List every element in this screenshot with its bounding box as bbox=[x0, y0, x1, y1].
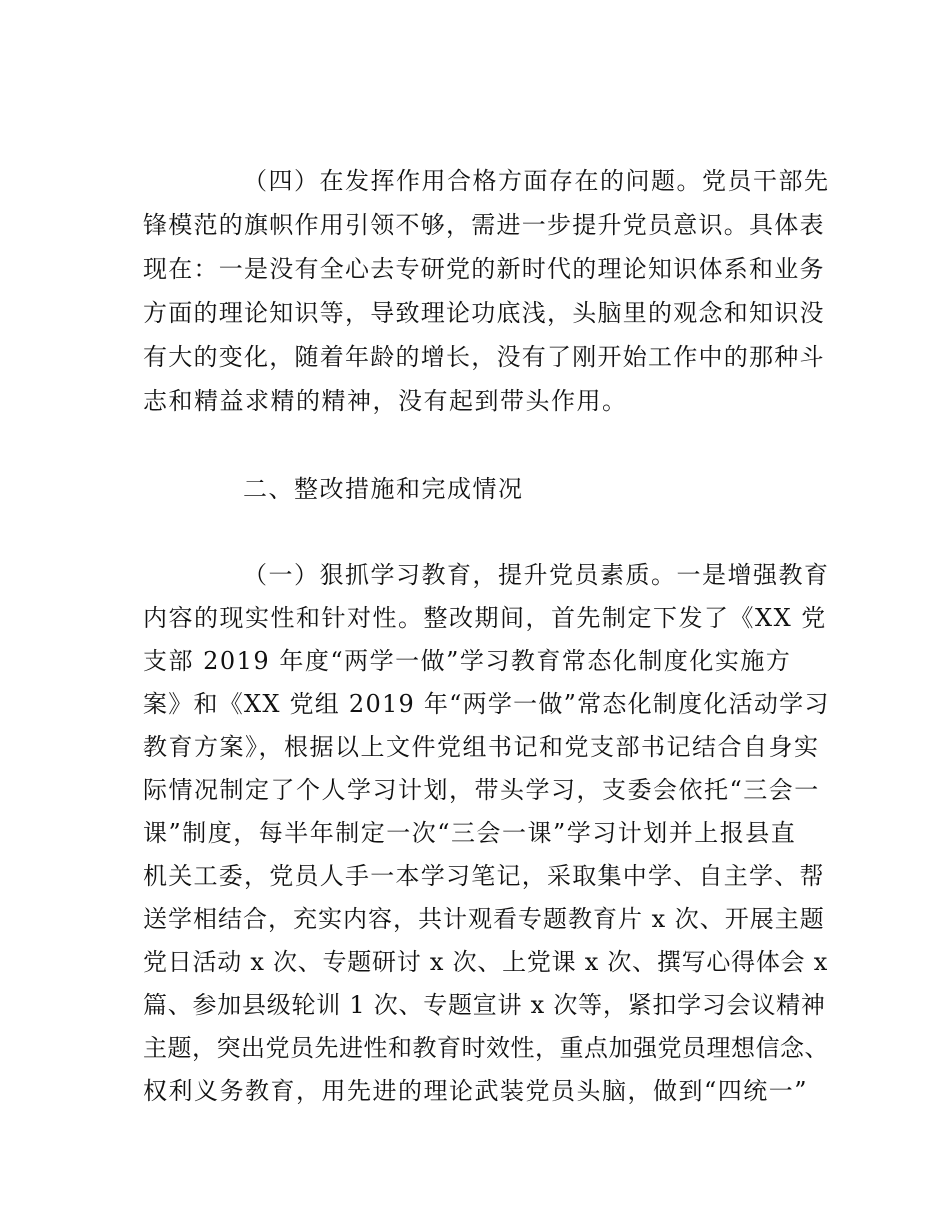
section-one-line-7: 课”制度，每半年制定一次“三会一课”学习计划并上报县直 bbox=[143, 819, 797, 847]
section-one-line-1: （一）狠抓学习教育，提升党员素质。一是增强教育 bbox=[243, 561, 830, 589]
section-one-line-8: 机关工委，党员人手一本学习笔记，采取集中学、自主学、帮 bbox=[143, 862, 825, 890]
section-one-line-3: 支部 2019 年度“两学一做”学习教育常态化制度化实施方 bbox=[143, 647, 792, 675]
section-four-line-2: 锋模范的旗帜作用引领不够，需进一步提升党员意识。具体表 bbox=[143, 211, 825, 239]
section-one-line-10: 党日活动 x 次、专题研讨 x 次、上党课 x 次、撰写心得体会 x bbox=[143, 948, 829, 976]
section-four-line-6: 志和精益求精的精神，没有起到带头作用。 bbox=[143, 387, 628, 415]
section-one-line-13: 权利义务教育，用先进的理论武装党员头脑，做到“四统一” bbox=[143, 1077, 809, 1105]
section-one-line-5: 教育方案》，根据以上文件党组书记和党支部书记结合自身实 bbox=[143, 733, 820, 761]
section-one-line-2: 内容的现实性和针对性。整改期间，首先制定下发了《XX 党 bbox=[143, 604, 827, 632]
section-four-line-3: 现在：一是没有全心去专研党的新时代的理论知识体系和业务 bbox=[143, 255, 825, 283]
section-four-line-1: （四）在发挥作用合格方面存在的问题。党员干部先 bbox=[243, 167, 830, 195]
section-one-line-12: 主题，突出党员先进性和教育时效性，重点加强党员理想信念、 bbox=[143, 1034, 829, 1062]
section-heading: 二、整改措施和完成情况 bbox=[243, 475, 524, 503]
section-one-line-11: 篇、参加县级轮训 1 次、专题宣讲 x 次等，紧扣学习会议精神 bbox=[143, 991, 826, 1019]
section-one-line-9: 送学相结合，充实内容，共计观看专题教育片 x 次、开展主题 bbox=[143, 905, 825, 933]
section-one-line-6: 际情况制定了个人学习计划，带头学习，支委会依托“三会一 bbox=[143, 776, 820, 804]
section-four-line-4: 方面的理论知识等，导致理论功底浅，头脑里的观念和知识没 bbox=[143, 299, 825, 327]
section-one-line-4: 案》和《XX 党组 2019 年“两学一做”常态化制度化活动学习 bbox=[143, 690, 830, 718]
section-four-line-5: 有大的变化，随着年龄的增长，没有了刚开始工作中的那种斗 bbox=[143, 343, 825, 371]
